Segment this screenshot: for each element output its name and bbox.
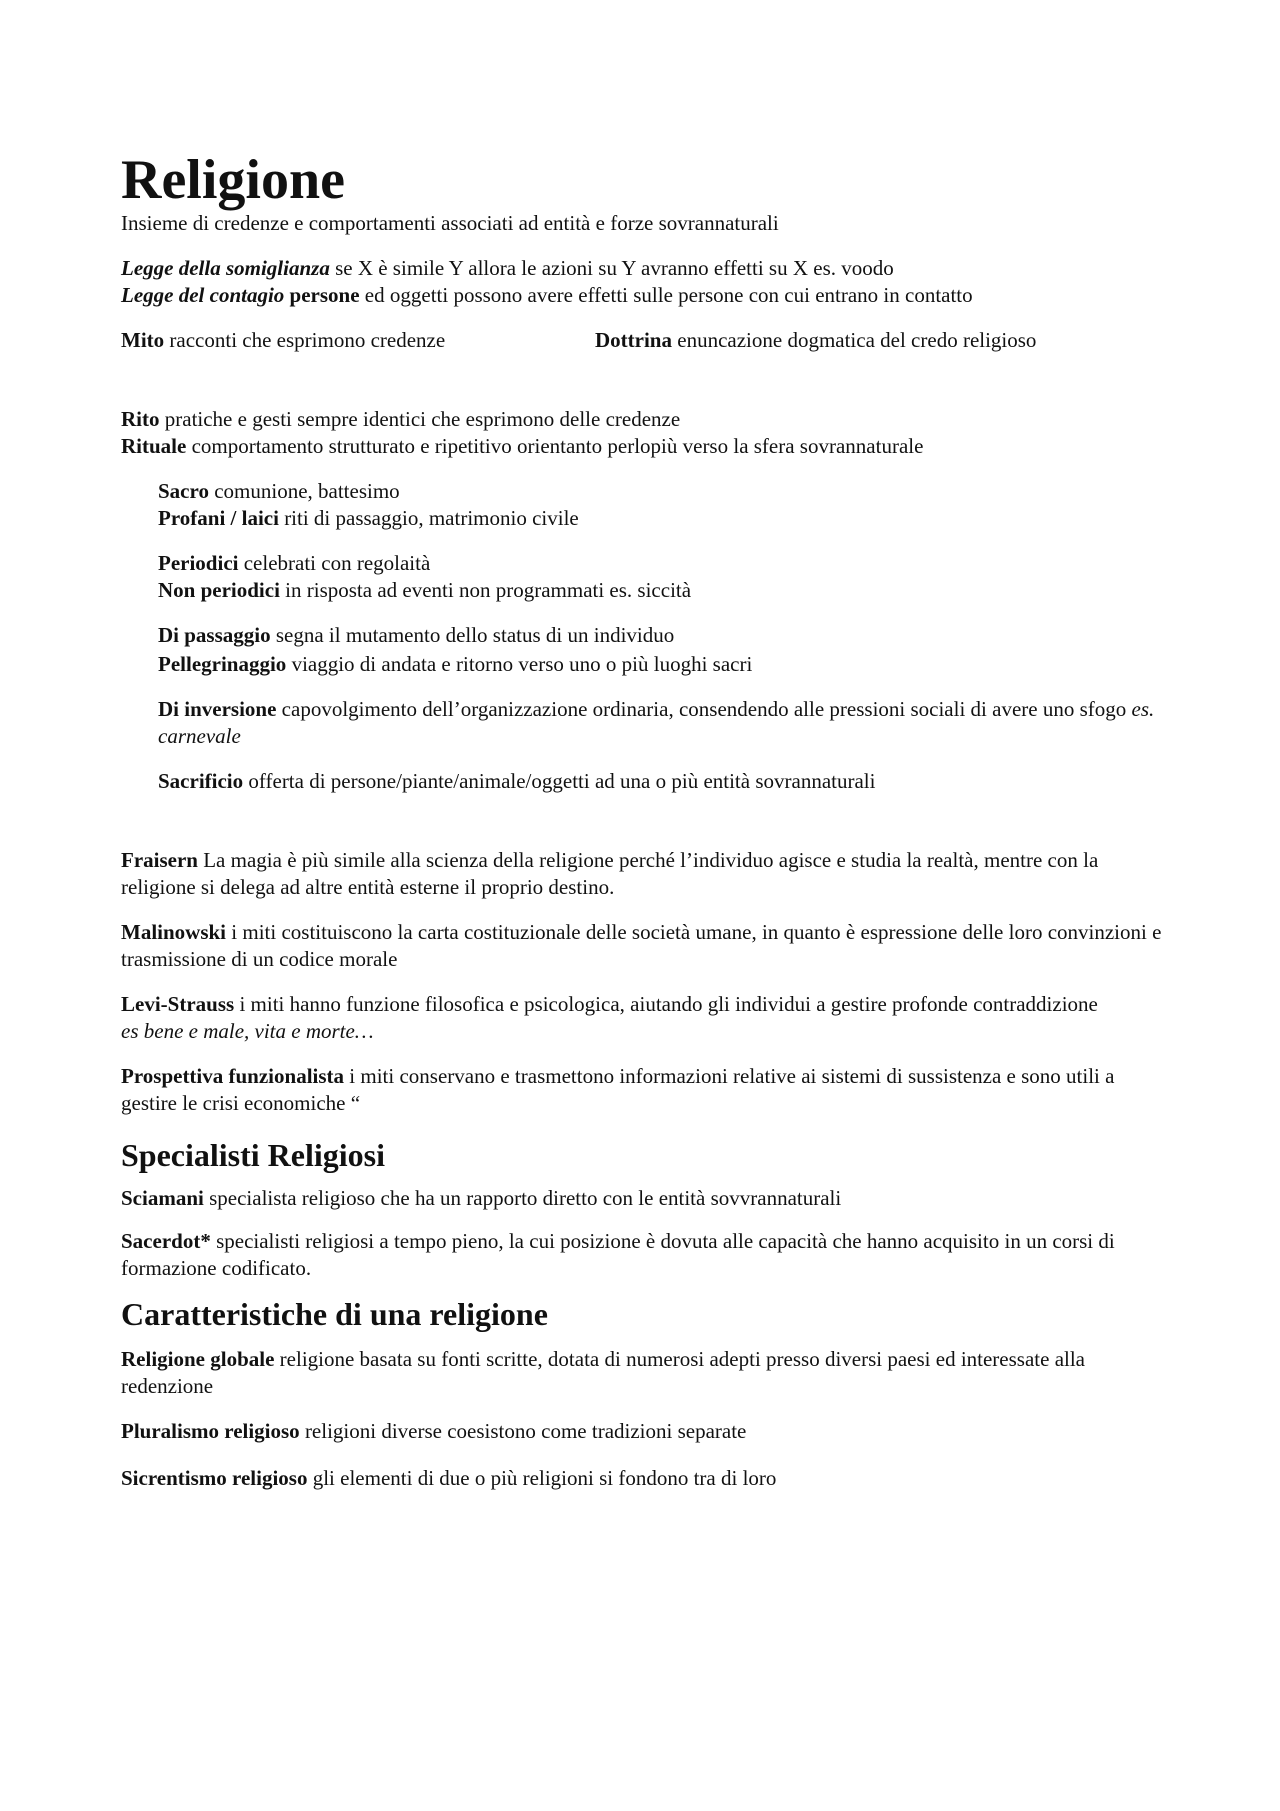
sciamani-term: Sciamani [121,1186,204,1210]
rituale-entry [121,433,1171,460]
characteristics-heading: Caratteristiche di una religione [121,1296,548,1332]
malinowski-term: Malinowski [121,920,227,944]
specialists-heading: Specialisti Religiosi [121,1137,385,1173]
malinowski-entry [121,919,1171,973]
ritual-types [121,478,1171,795]
non-periodici-entry [158,577,1171,604]
levi-strauss-entry [121,991,1171,1018]
page-title: Religione [121,149,345,211]
pellegrinaggio-term: Pellegrinaggio [158,652,287,676]
fraisern-term: Fraisern [121,848,198,872]
dottrina-text: enuncazione dogmatica del credo religioso [672,328,1037,352]
mito-entry [121,328,445,352]
pluralismo-term: Pluralismo religioso [121,1419,300,1443]
levi-strauss-term: Levi-Strauss [121,992,235,1016]
rituale-text: comportamento strutturato e ripetitivo orientanto perlopiù verso la sfera sovrannaturale [186,434,924,458]
pluralismo-entry [121,1418,1171,1445]
law-similarity [121,255,1171,282]
non-periodici-term: Non periodici [158,578,280,602]
malinowski-text: i miti costituiscono la carta costituzionale delle società umane, in quanto è espressione delle loro convinzioni e trasmissione di un codice morale [121,920,1162,971]
periodici-term: Periodici [158,551,239,575]
law-contagion-term: Legge del contagio [121,283,285,307]
mito-text: racconti che esprimono credenze [164,328,446,352]
dottrina-entry [595,327,1036,354]
mito-dottrina-row [121,327,1171,354]
globale-text: religione basata su fonti scritte, dotata di numerosi adepti presso diversi paesi ed interessate alla redenzione [121,1347,1086,1398]
funzionalista-text: i miti conservano e trasmettono informazioni relative ai sistemi di sussistenza e sono utili a gestire le crisi economiche “ [121,1064,1115,1115]
rituale-term: Rituale [121,434,187,458]
fraisern-text: La magia è più simile alla scienza della religione perché l’individuo agisce e studia la realtà, mentre con la religione si delega ad altre entità esterne il proprio destino. [121,848,1099,899]
periodici-entry [158,550,1171,577]
pellegrinaggio-text: viaggio di andata e ritorno verso uno o più luoghi sacri [286,652,753,676]
definition: Insieme di credenze e comportamenti associati ad entità e forze sovrannaturali [121,211,779,235]
profani-entry [158,505,1171,532]
passaggio-entry [158,622,1171,649]
sacerdoti-entry [121,1228,1171,1282]
sciamani-text: specialista religioso che ha un rapporto diretto con le entità sovvrannaturali [203,1186,842,1210]
globale-entry [121,1346,1171,1400]
sacerdoti-text: specialisti religiosi a tempo pieno, la cui posizione è dovuta alle capacità che hanno acquisito in un corsi di formazione codificato. [121,1229,1115,1280]
law-similarity-term: Legge della somiglianza [121,256,330,280]
sacrificio-entry [158,768,1171,795]
document-page [121,150,1171,1492]
pluralismo-text: religioni diverse coesistono come tradizioni separate [299,1419,747,1443]
globale-term: Religione globale [121,1347,275,1371]
dottrina-term: Dottrina [595,328,672,352]
sincretismo-text: gli elementi di due o più religioni si fondono tra di loro [307,1466,777,1490]
sacerdoti-term: Sacerdot* [121,1229,211,1253]
inversione-example: es. carnevale [158,697,1155,748]
inversione-entry [158,696,1171,750]
law-contagion-text: ed oggetti possono avere effetti sulle persone con cui entrano in contatto [359,283,973,307]
sacrificio-term: Sacrificio [158,769,244,793]
funzionalista-term: Prospettiva funzionalista [121,1064,345,1088]
inversione-term: Di inversione [158,697,277,721]
fraisern-entry [121,847,1171,901]
law-contagion-term2: persone [284,283,360,307]
sacro-text: comunione, battesimo [208,479,400,503]
law-contagion [121,282,1171,309]
sincretismo-entry [121,1465,1171,1492]
sacrificio-text: offerta di persone/piante/animale/oggetti ad una o più entità sovrannaturali [243,769,876,793]
sacro-term: Sacro [158,479,209,503]
sacro-entry [158,478,1171,505]
passaggio-term: Di passaggio [158,623,271,647]
inversione-text: capovolgimento dell’organizzazione ordinaria, consendendo alle pressioni sociali di avere uno sfogo [276,697,1132,721]
profani-term: Profani / laici [158,506,279,530]
law-similarity-text: se X è simile Y allora le azioni su Y avranno effetti su X es. voodo [329,256,894,280]
sciamani-entry [121,1185,1171,1212]
periodici-text: celebrati con regolaità [238,551,431,575]
sincretismo-term: Sicrentismo religioso [121,1466,308,1490]
non-periodici-text: in risposta ad eventi non programmati es. siccità [279,578,692,602]
pellegrinaggio-entry [158,651,1171,678]
levi-strauss-example: es bene e male, vita e morte… [121,1019,374,1043]
mito-term: Mito [121,328,165,352]
funzionalista-entry [121,1063,1171,1117]
passaggio-text: segna il mutamento dello status di un individuo [270,623,675,647]
profani-text: riti di passaggio, matrimonio civile [278,506,579,530]
rito-entry [121,406,1171,433]
rito-text: pratiche e gesti sempre identici che esprimono delle credenze [159,407,681,431]
levi-strauss-text: i miti hanno funzione filosofica e psicologica, aiutando gli individui a gestire profonde contraddizione [234,992,1098,1016]
rito-term: Rito [121,407,160,431]
